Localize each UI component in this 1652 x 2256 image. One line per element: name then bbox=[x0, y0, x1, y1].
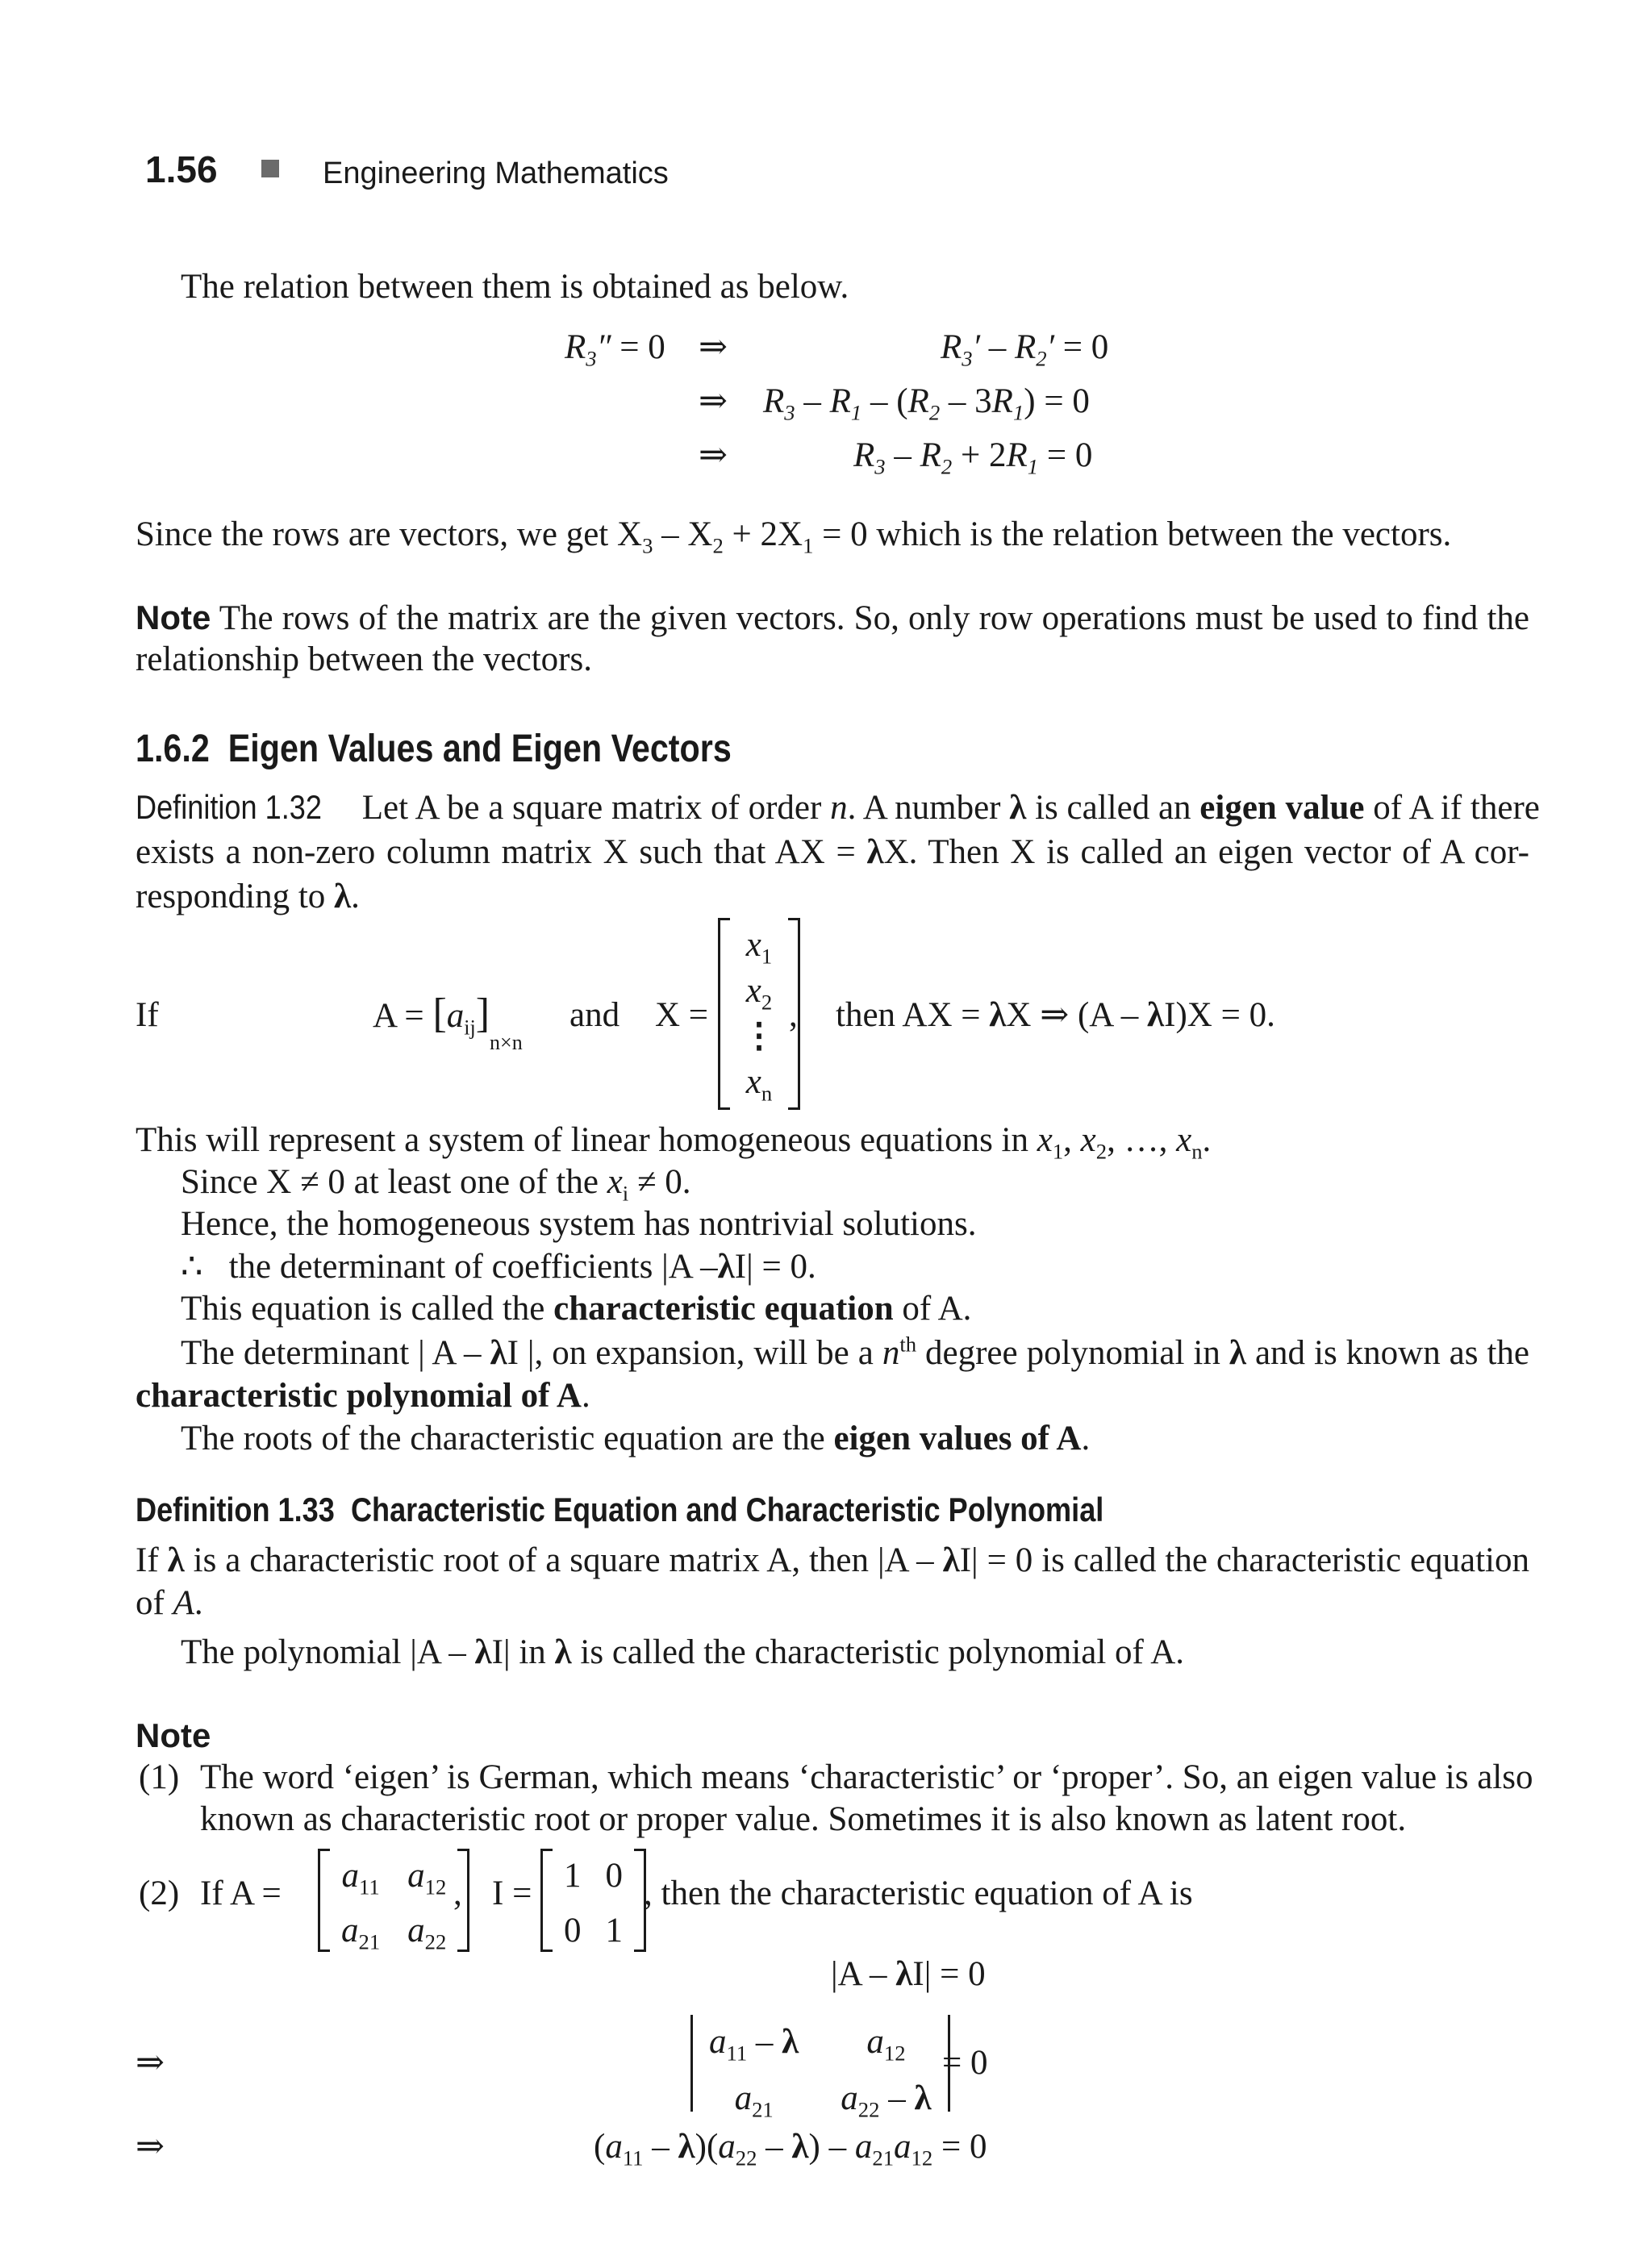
paragraph-line-6: The determinant | A – λI |, on expansion, will be a $n^{th}$ degree polynomial in λ and is known as the bbox=[181, 1332, 1530, 1372]
derivation-step-2: $R_3 - R_1 - (R_2 - 3R_1) = 0$ bbox=[763, 382, 1090, 425]
comma: , bbox=[453, 1874, 462, 1912]
identity-equals: I = bbox=[492, 1874, 532, 1912]
then-characteristic-text: , then the characteristic equation of A is bbox=[644, 1874, 1193, 1912]
matrix-a-2x2: $a_{11}$ $a_{12}$ $a_{21}$ $a_{22}$ bbox=[318, 1849, 469, 1952]
definition-1-33-line-3: The polynomial |A – λI| in λ is called the characteristic polynomial of A. bbox=[181, 1633, 1185, 1671]
page-number: 1.56 bbox=[145, 148, 218, 190]
therefore-symbol: ∴ bbox=[181, 1248, 203, 1286]
intro-text: The relation between them is obtained as below. bbox=[181, 268, 849, 306]
derivation-r3-double-prime: $R_3'' = 0$ bbox=[565, 328, 665, 371]
definition-1-33-line-2: of A. bbox=[136, 1584, 203, 1622]
implies-symbol: ⇒ bbox=[136, 2128, 165, 2166]
definition-1-32-line-2: exists a non-zero column matrix X such that AX = λX. Then X is called an eigen vector of A cor- bbox=[136, 833, 1529, 871]
paragraph-line-8: The roots of the characteristic equation are the eigen values of A. bbox=[181, 1420, 1091, 1457]
note-item-2-number: (2) bbox=[139, 1874, 180, 1912]
column-vector-x: $x_1$ $x_2$ ⋮ $x_n$ bbox=[718, 918, 800, 1110]
note-item-1-number: (1) bbox=[139, 1758, 180, 1796]
implies-symbol: ⇒ bbox=[136, 2044, 165, 2082]
matrix-a-equals: If A = bbox=[200, 1874, 282, 1912]
determinant-equals-zero: = 0 bbox=[942, 2044, 988, 2082]
expanded-determinant: $(a_{11} - \lambda)(a_{22} - \lambda) - a_{21}a_{12} = 0$ bbox=[594, 2128, 987, 2171]
identity-matrix: 1 0 0 1 bbox=[540, 1849, 646, 1952]
paragraph-line-2: Since X ≠ 0 at least one of the $x_i \ne 0$. bbox=[181, 1163, 691, 1206]
if-label: If bbox=[136, 996, 159, 1034]
paragraph-line-3: Hence, the homogeneous system has nontrivial solutions. bbox=[181, 1205, 977, 1243]
determinant-2x2: $a_{11}$ – λ $a_{12}$ $a_{21}$ $a_{22}$ – λ bbox=[690, 2015, 955, 2112]
implies-symbol: ⇒ bbox=[699, 436, 728, 474]
definition-1-33-line-1: If λ is a characteristic root of a square matrix A, then |A – λI| = 0 is called the characteristic equation bbox=[136, 1541, 1530, 1579]
book-title: Engineering Mathematics bbox=[323, 156, 669, 190]
definition-1-32-line-3: responding to λ. bbox=[136, 878, 360, 915]
section-heading: 1.6.2 Eigen Values and Eigen Vectors bbox=[136, 728, 732, 770]
comma: , bbox=[789, 996, 798, 1034]
characteristic-equation: |A – λI| = 0 bbox=[831, 1955, 986, 1993]
note-2-label: Note bbox=[136, 1716, 211, 1754]
note-1-line-2: relationship between the vectors. bbox=[136, 640, 592, 678]
derivation-step-3: $R_3 - R_2 + 2R_1 = 0$ bbox=[853, 436, 1093, 479]
matrix-a-definition: $A = [a_{ij}]_{n\times n}$ bbox=[373, 990, 523, 1054]
note-1-line-1: Note The rows of the matrix are the given vectors. So, only row operations must be used to find the bbox=[136, 598, 1529, 637]
definition-1-33-heading: Definition 1.33 Characteristic Equation and Characteristic Polynomial bbox=[136, 1491, 1104, 1528]
implies-symbol: ⇒ bbox=[699, 382, 728, 420]
note-label: Note bbox=[136, 598, 211, 636]
definition-label: Definition 1.32 bbox=[136, 788, 322, 826]
definition-1-32-line-1: Definition 1.32 Let A be a square matrix of order n. A number λ is called an eigen value of A if there bbox=[136, 788, 1540, 827]
implies-symbol: ⇒ bbox=[699, 328, 728, 366]
vectors-relation-text: Since the rows are vectors, we get $X_3 - X_2 + 2X_1 = 0$ which is the relation between the vectors. bbox=[136, 515, 1452, 558]
paragraph-line-1: This will represent a system of linear homogeneous equations in $x_1$, $x_2$, …, $x_n$. bbox=[136, 1121, 1212, 1164]
paragraph-line-7: characteristic polynomial of A. bbox=[136, 1377, 590, 1415]
then-eigen-equation: then AX = λX ⇒ (A – λI)X = 0. bbox=[836, 996, 1275, 1034]
note-item-1-line-1: The word ‘eigen’ is German, which means ‘characteristic’ or ‘proper’. So, an eigen value is also bbox=[200, 1758, 1533, 1796]
note-item-1-line-2: known as characteristic root or proper value. Sometimes it is also known as latent root. bbox=[200, 1800, 1407, 1838]
and-text: and bbox=[569, 996, 620, 1034]
paragraph-line-4: ∴ the determinant of coefficients |A –λI| = 0. bbox=[181, 1248, 816, 1286]
paragraph-line-5: This equation is called the characteristic equation of A. bbox=[181, 1290, 972, 1328]
x-equals: X = bbox=[655, 996, 709, 1034]
derivation-step-1: $R_3' - R_2' = 0$ bbox=[941, 328, 1109, 371]
header-square-icon bbox=[261, 160, 279, 177]
